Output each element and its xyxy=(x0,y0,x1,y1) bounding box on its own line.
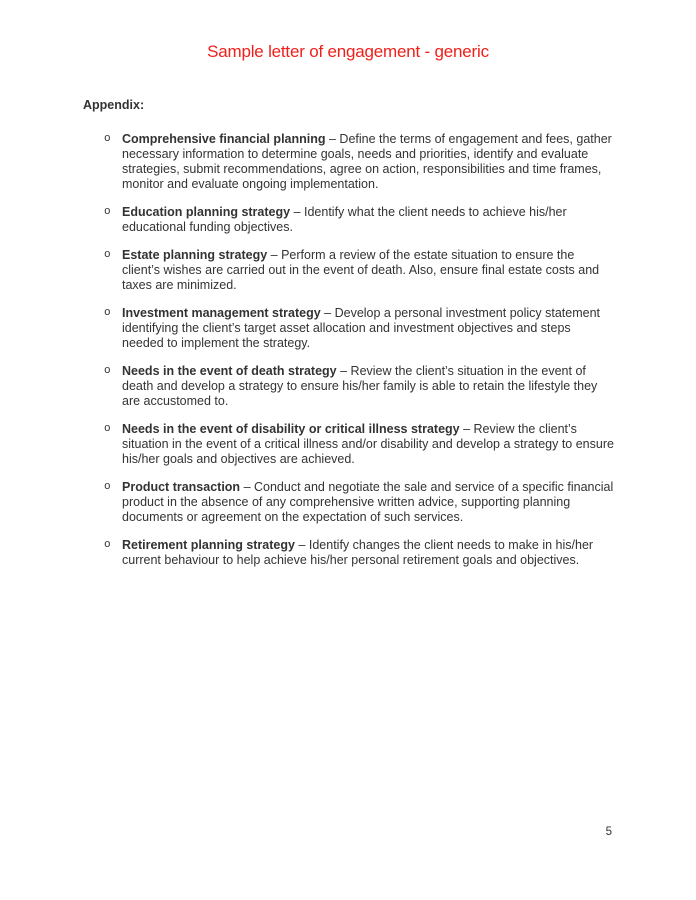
list-item xyxy=(83,205,614,235)
item-term: Needs in the event of death strategy xyxy=(122,364,337,378)
list-item xyxy=(83,132,614,192)
list-item xyxy=(83,248,614,293)
item-definition: – Review the client’s situation in the event of a critical illness and/or disability and develop a strategy to ensure his/her goals and objectives are achieved. xyxy=(122,422,614,466)
item-term: Retirement planning strategy xyxy=(122,538,295,552)
item-definition: – Perform a review of the estate situation to ensure the client’s wishes are carried out in the event of death. Also, ensure final estate costs and taxes are minimized. xyxy=(122,248,600,292)
item-definition: – Identify changes the client needs to make in his/her current behaviour to help achieve his/her personal retirement goals and objectives. xyxy=(122,538,594,567)
appendix-heading: Appendix: xyxy=(83,98,145,112)
list-item xyxy=(83,480,614,525)
item-definition: – Define the terms of engagement and fees, gather necessary information to determine goals, needs and priorities, identify and evaluate strategies, submit recommendations, agree on action, responsibilities and time frames, monitor and evaluate ongoing implementation. xyxy=(122,132,612,191)
item-definition: – Conduct and negotiate the sale and service of a specific financial product in the absence of any comprehensive written advice, supporting planning documents or agreement on the expectation of such services. xyxy=(122,480,614,524)
item-definition: – Develop a personal investment policy statement identifying the client’s target asset allocation and investment objectives and steps needed to implement the strategy. xyxy=(122,306,601,350)
bullet-icon: o xyxy=(104,423,111,435)
bullet-icon: o xyxy=(104,249,111,261)
bullet-icon: o xyxy=(104,206,111,218)
item-definition: – Identify what the client needs to achieve his/her educational funding objectives. xyxy=(122,205,567,234)
item-term: Product transaction xyxy=(122,480,241,494)
bullet-icon: o xyxy=(104,365,111,377)
item-definition: – Review the client’s situation in the event of death and develop a strategy to ensure his/her family is able to retain the lifestyle they are accustomed to. xyxy=(122,364,598,408)
bullet-icon: o xyxy=(104,133,111,145)
bullet-icon: o xyxy=(104,307,111,319)
list-item xyxy=(83,538,614,568)
item-term: Estate planning strategy xyxy=(122,248,268,262)
appendix-list xyxy=(83,132,614,568)
bullet-icon: o xyxy=(104,539,111,551)
bullet-icon: o xyxy=(104,481,111,493)
item-term: Comprehensive financial planning xyxy=(122,132,326,146)
list-item xyxy=(83,422,614,467)
page-title: Sample letter of engagement - generic xyxy=(207,42,489,61)
item-term: Needs in the event of disability or critical illness strategy xyxy=(122,422,460,436)
page-number: 5 xyxy=(605,826,612,838)
item-term: Investment management strategy xyxy=(122,306,321,320)
list-item xyxy=(83,364,614,409)
item-term: Education planning strategy xyxy=(122,205,291,219)
list-item xyxy=(83,306,614,351)
